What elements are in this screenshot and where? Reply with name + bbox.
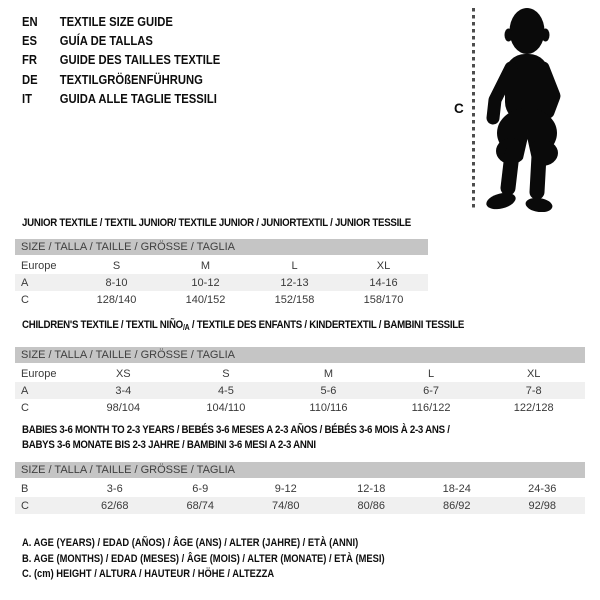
size-header-bar: SIZE / TALLA / TAILLE / GRÖSSE / TAGLIA	[15, 462, 585, 479]
children-title-suffix: / TEXTILE DES ENFANTS / KINDERTEXTIL / BAMBINI TESSILE	[189, 319, 465, 331]
babies-size-table	[15, 462, 585, 514]
language-label: GUIDE DES TAILLES TEXTILE	[59, 53, 221, 68]
table-row	[15, 291, 428, 308]
language-code: ES	[22, 34, 38, 49]
footnote-b: B. AGE (MONTHS) / EDAD (MESES) / ÂGE (MOIS) / ALTER (MONATE) / ETÀ (MESI)	[22, 552, 385, 565]
row-label: Europe	[21, 259, 57, 272]
cell: 80/86	[329, 497, 415, 514]
language-label: GUIDA ALLE TAGLIE TESSILI	[59, 91, 217, 106]
language-label: GUÍA DE TALLAS	[59, 34, 153, 49]
children-size-table	[15, 347, 585, 416]
cell: 122/128	[513, 401, 554, 414]
cell: 14-16	[339, 274, 428, 291]
junior-size-table	[15, 239, 428, 308]
cell: 140/152	[185, 293, 226, 306]
footnotes	[22, 536, 385, 583]
language-label: TEXTILGRÖßENFÜHRUNG	[59, 72, 203, 87]
size-header-bar: SIZE / TALLA / TAILLE / GRÖSSE / TAGLIA	[15, 347, 585, 364]
cell: 74/80	[243, 497, 329, 514]
height-dotted-line	[472, 8, 475, 209]
cell: 24-36	[528, 482, 557, 495]
language-row-fr	[22, 51, 220, 70]
cell: 9-12	[274, 482, 297, 495]
language-header	[22, 13, 220, 109]
junior-section-title: JUNIOR TEXTILE / TEXTIL JUNIOR/ TEXTILE JUNIOR / JUNIORTEXTIL / JUNIOR TESSILE	[22, 217, 411, 229]
cell: 110/116	[309, 401, 348, 414]
cell: 12-18	[357, 482, 386, 495]
cell: 104/110	[206, 401, 246, 414]
language-label: TEXTILE SIZE GUIDE	[59, 15, 173, 29]
cell: 6-7	[380, 382, 483, 399]
row-label: Europe	[21, 367, 57, 380]
children-section-title	[22, 319, 464, 332]
table-row	[15, 497, 585, 514]
cell: 116/122	[411, 401, 451, 414]
cell: 6-9	[192, 482, 209, 495]
cell: 12-13	[250, 274, 339, 291]
footnote-a: A. AGE (YEARS) / EDAD (AÑOS) / ÂGE (ANS) / ALTER (JAHRE) / ETÀ (ANNI)	[22, 537, 359, 549]
cell: S	[222, 367, 230, 380]
babies-title-line2: BABYS 3-6 MONATE BIS 2-3 JAHRE / BAMBINI 3-6 MESI A 2-3 ANNI	[22, 439, 316, 451]
row-label: A	[15, 382, 72, 399]
cell: L	[428, 367, 435, 380]
language-row-it	[22, 90, 220, 109]
row-label: C	[15, 497, 72, 514]
child-silhouette-icon	[481, 4, 573, 212]
size-header-row	[15, 347, 585, 364]
cell: 62/68	[72, 497, 158, 514]
cell: L	[291, 259, 298, 272]
cell: XS	[115, 367, 131, 380]
language-row-es	[22, 32, 220, 51]
row-label: A	[15, 274, 72, 291]
cell: 8-10	[72, 274, 161, 291]
size-header-row	[15, 462, 585, 479]
height-measure-label: C	[454, 101, 464, 116]
cell: 92/98	[500, 497, 586, 514]
babies-title-line1: BABIES 3-6 MONTH TO 2-3 YEARS / BEBÉS 3-6 MESES A 2-3 AÑOS / BÉBÉS 3-6 MOIS À 2-3 ANS /	[22, 424, 450, 436]
cell: 98/104	[106, 401, 141, 414]
size-header-bar: SIZE / TALLA / TAILLE / GRÖSSE / TAGLIA	[15, 239, 428, 256]
size-header-row	[15, 239, 428, 256]
cell: 5-6	[277, 382, 380, 399]
language-row-de	[22, 71, 220, 90]
cell: 7-8	[482, 382, 585, 399]
cell: 68/74	[158, 497, 244, 514]
cell: 18-24	[442, 482, 471, 495]
row-label: C	[21, 401, 29, 414]
cell: 4-5	[175, 382, 278, 399]
language-code: IT	[22, 91, 32, 106]
table-row	[15, 364, 585, 382]
cell: 3-6	[106, 482, 123, 495]
table-row	[15, 274, 428, 291]
language-code: FR	[22, 53, 38, 68]
table-row	[15, 382, 585, 399]
cell: S	[112, 259, 121, 272]
row-label: C	[21, 293, 29, 306]
cell: 128/140	[96, 293, 137, 306]
language-code: EN	[22, 15, 38, 29]
language-row-en	[22, 13, 220, 32]
cell: 3-4	[72, 382, 175, 399]
babies-section-title	[22, 423, 450, 453]
table-row	[15, 399, 585, 416]
children-title-prefix: CHILDREN'S TEXTILE / TEXTIL NIÑO	[22, 319, 183, 331]
cell: XL	[526, 367, 541, 380]
cell: 10-12	[161, 274, 250, 291]
table-row	[15, 256, 428, 274]
language-code: DE	[22, 72, 38, 87]
cell: 86/92	[414, 497, 500, 514]
cell: M	[200, 259, 211, 272]
footnote-c: C. (cm) HEIGHT / ALTURA / HAUTEUR / HÖHE / ALTEZZA	[22, 568, 275, 581]
cell: M	[323, 367, 334, 380]
row-label: B	[21, 482, 29, 495]
cell: 158/170	[363, 293, 404, 306]
table-row	[15, 479, 585, 497]
cell: 152/158	[274, 293, 315, 306]
cell: XL	[376, 259, 391, 272]
children-title-subscript: /A	[182, 323, 190, 332]
